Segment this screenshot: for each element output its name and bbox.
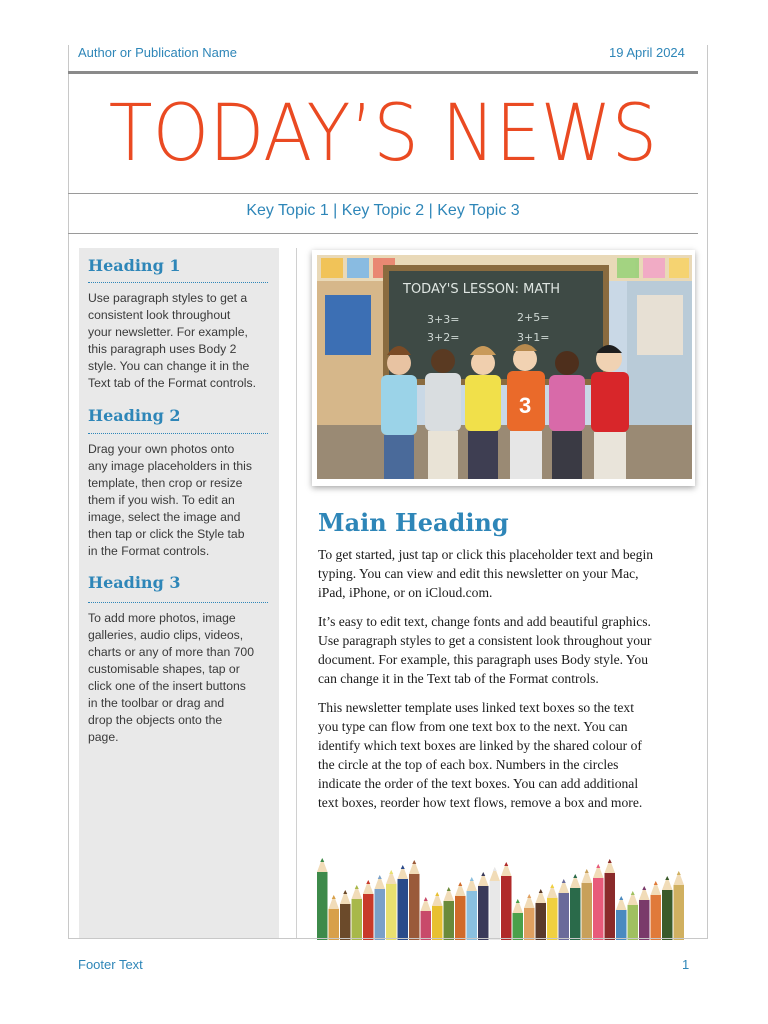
pencil-lead xyxy=(389,870,393,874)
text-line: then tap or click the Style tab xyxy=(88,527,245,541)
text-line: your newsletter. For example, xyxy=(88,325,248,339)
pencil-lead xyxy=(493,867,497,871)
main-paragraph-1[interactable] xyxy=(318,545,696,602)
pencil-lead xyxy=(435,892,439,896)
sidebar-paragraph-3[interactable] xyxy=(88,610,272,746)
header-rule xyxy=(68,71,698,74)
column-divider xyxy=(296,248,297,938)
text-line: To add more photos, image xyxy=(88,611,236,625)
pencil-lead xyxy=(573,874,577,878)
text-line: any image placeholders in this xyxy=(88,459,252,473)
text-line: This newsletter template uses linked text boxes so the text xyxy=(318,700,634,715)
page-border-left xyxy=(68,45,69,938)
pencil-body xyxy=(421,911,432,940)
sidebar-paragraph-1[interactable] xyxy=(88,290,272,392)
pencil-body xyxy=(398,879,409,940)
pencil-lead xyxy=(654,881,658,885)
pencil-body xyxy=(605,873,616,940)
text-line: template, then crop or resize xyxy=(88,476,243,490)
heading-2-divider xyxy=(88,433,268,434)
sidebar-heading-2[interactable]: Heading 2 xyxy=(88,406,181,425)
text-line: Use paragraph styles to get a xyxy=(88,291,248,305)
publication-date[interactable]: 19 April 2024 xyxy=(609,45,685,60)
text-line: galleries, audio clips, videos, xyxy=(88,628,244,642)
text-line: style. You can change it in the xyxy=(88,359,250,373)
pencil-body xyxy=(352,899,363,940)
pencil-lead xyxy=(320,858,324,862)
pencil-body xyxy=(651,895,662,940)
svg-text:3+2=: 3+2= xyxy=(427,331,460,344)
text-line: click one of the insert buttons xyxy=(88,679,246,693)
pencil-body xyxy=(674,885,685,940)
pencil-lead xyxy=(619,896,623,900)
pencil-lead xyxy=(516,899,520,903)
pencil-lead xyxy=(596,864,600,868)
text-line: document. For example, this paragraph uses Body style. You xyxy=(318,652,648,667)
text-line: page. xyxy=(88,730,119,744)
text-line: iPad, iPhone, or on iCloud.com. xyxy=(318,585,493,600)
topics-rule xyxy=(68,233,698,234)
pencil-body xyxy=(662,890,673,940)
pencil-body xyxy=(317,872,328,940)
pencil-body xyxy=(340,904,351,940)
text-line: identify which text boxes are linked by the shared colour of xyxy=(318,738,642,753)
pencil-body xyxy=(547,898,558,940)
text-line: Drag your own photos onto xyxy=(88,442,235,456)
text-line: consistent look throughout xyxy=(88,308,231,322)
sidebar-paragraph-2[interactable] xyxy=(88,441,272,560)
pencil-body xyxy=(363,894,374,940)
pencil-lead xyxy=(355,885,359,889)
bottom-rule xyxy=(68,938,708,939)
pencil-lead xyxy=(562,879,566,883)
pencil-lead xyxy=(343,890,347,894)
page-border-right xyxy=(707,45,708,938)
text-line: To get started, just tap or click this placeholder text and begin xyxy=(318,547,654,562)
svg-text:3+3=: 3+3= xyxy=(427,313,460,326)
svg-text:2+5=: 2+5= xyxy=(517,311,550,324)
pencil-body xyxy=(501,876,512,940)
text-line: drop the objects onto the xyxy=(88,713,223,727)
pencil-lead xyxy=(504,862,508,866)
pencil-body xyxy=(513,913,524,940)
pencil-body xyxy=(570,888,581,940)
pencil-lead xyxy=(366,880,370,884)
text-line: It’s easy to edit text, change fonts and add beautiful graphics. xyxy=(318,614,651,629)
pencil-lead xyxy=(642,886,646,890)
key-topics[interactable]: Key Topic 1 | Key Topic 2 | Key Topic 3 xyxy=(246,202,520,219)
classroom-photo[interactable] xyxy=(312,250,695,486)
pencil-body xyxy=(409,874,420,940)
text-line: Use paragraph styles to get a consistent look throughout your xyxy=(318,633,652,648)
chalkboard-text: TODAY'S LESSON: MATH xyxy=(403,282,560,297)
pencil-lead xyxy=(447,887,451,891)
sidebar-text-box[interactable] xyxy=(79,248,279,938)
pencil-lead xyxy=(677,871,681,875)
title-rule xyxy=(68,193,698,194)
pencil-lead xyxy=(401,865,405,869)
text-line: customisable shapes, tap or xyxy=(88,662,240,676)
heading-1-divider xyxy=(88,282,268,283)
pencil-lead xyxy=(631,891,635,895)
pencil-lead xyxy=(585,869,589,873)
text-line: the circle at the top of each box. Numbers in the circles xyxy=(318,757,619,772)
pencil-body xyxy=(559,893,570,940)
colored-pencils-illustration[interactable] xyxy=(316,850,692,940)
pencil-lead xyxy=(550,884,554,888)
pencil-lead xyxy=(527,894,531,898)
text-line: this paragraph uses Body 2 xyxy=(88,342,237,356)
pencil-lead xyxy=(608,859,612,863)
pencil-body xyxy=(628,905,639,940)
page-title[interactable]: TODAY’S NEWS xyxy=(108,89,658,179)
classroom-photo-image xyxy=(317,255,692,479)
footer-text[interactable]: Footer Text xyxy=(78,957,143,972)
pencil-lead xyxy=(665,876,669,880)
pencil-lead xyxy=(332,895,336,899)
sidebar-heading-1[interactable]: Heading 1 xyxy=(88,256,181,275)
pencil-body xyxy=(329,909,340,940)
pencil-body xyxy=(582,883,593,940)
text-line: image, select the image and xyxy=(88,510,241,524)
text-line: Text tab of the Format controls. xyxy=(88,376,256,390)
pencil-lead xyxy=(470,877,474,881)
pencil-body xyxy=(455,896,466,940)
text-line: charts or any of more than 700 xyxy=(88,645,254,659)
pencil-body xyxy=(639,900,650,940)
pencil-lead xyxy=(458,882,462,886)
pencil-body xyxy=(432,906,443,940)
pencil-body xyxy=(375,889,386,940)
text-line: you type can flow from one text box to the next. You can xyxy=(318,719,628,734)
pencil-body xyxy=(467,891,478,940)
pencil-body xyxy=(593,878,604,940)
pencil-lead xyxy=(378,875,382,879)
pencil-body xyxy=(478,886,489,940)
pencil-body xyxy=(444,901,455,940)
pencil-lead xyxy=(424,897,428,901)
pencil-lead xyxy=(539,889,543,893)
jersey-number: 3 xyxy=(519,393,532,418)
sidebar-heading-3[interactable]: Heading 3 xyxy=(88,573,181,592)
pencil-lead xyxy=(481,872,485,876)
pencil-body xyxy=(386,884,397,940)
page-number[interactable]: 1 xyxy=(682,957,690,972)
main-paragraph-3[interactable] xyxy=(318,698,696,812)
main-heading[interactable]: Main Heading xyxy=(318,508,509,537)
pencil-body xyxy=(490,881,501,940)
author-name[interactable]: Author or Publication Name xyxy=(78,45,237,60)
pencil-lead xyxy=(412,860,416,864)
text-line: typing. You can view and edit this newsletter on your Mac, xyxy=(318,566,639,581)
pencil-body xyxy=(536,903,547,940)
main-paragraph-2[interactable] xyxy=(318,612,696,688)
svg-text:3+1=: 3+1= xyxy=(517,331,550,344)
text-line: in the toolbar or drag and xyxy=(88,696,225,710)
pencil-body xyxy=(524,908,535,940)
text-line: indicate the order of the text boxes. You can add additional xyxy=(318,776,639,791)
text-line: can change it in the Text tab of the Format controls. xyxy=(318,671,599,686)
text-line: in the Format controls. xyxy=(88,544,210,558)
heading-3-divider xyxy=(88,602,268,603)
text-line: text boxes, reorder how text flows, remove a box and more. xyxy=(318,795,643,810)
text-line: them if you wish. To edit an xyxy=(88,493,235,507)
pencil-body xyxy=(616,910,627,940)
